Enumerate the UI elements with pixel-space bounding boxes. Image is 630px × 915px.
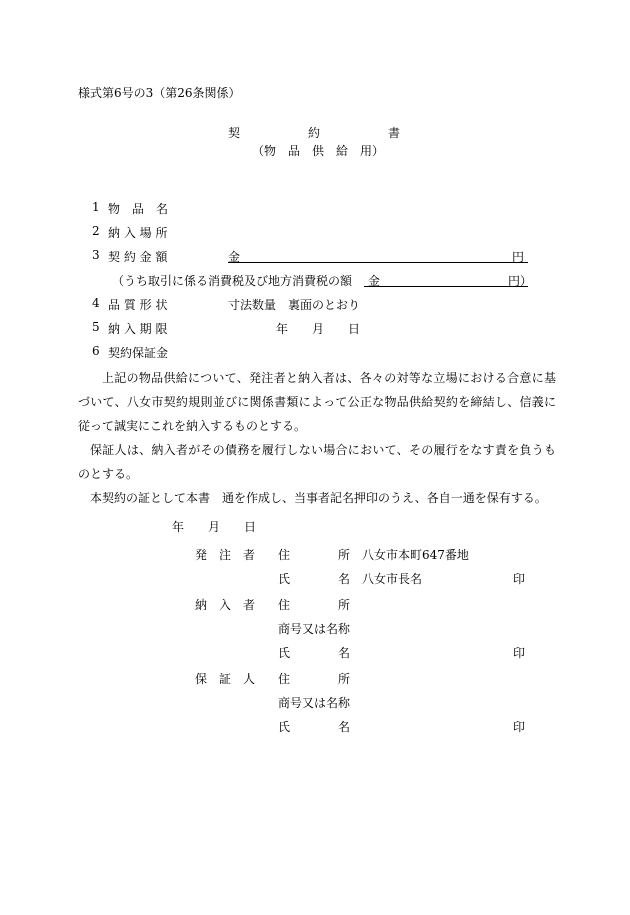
paragraph-agreement: 上記の物品供給について、発注者と納入者は、各々の対等な立場における合意に基づいて、八女市契約規則並びに関係書類によって公正な物品供給契約を締結し、信義に従って誠実にこれを納入するものとする。 [78,371,556,433]
item-label-contract-deposit: 契約保証金 [108,346,169,360]
contract-amount-suffix: 円 [512,250,525,264]
tax-amount-prefix: 金 [368,274,381,288]
title-char-2: 約 [308,126,321,140]
quality-shape-value: 寸法数量 裏面のとおり [228,298,361,312]
orderer-address-value: 八女市本町647番地 [362,548,469,562]
item-number: 1 [92,200,100,214]
supplier-company-label: 商号又は名称 [278,622,351,636]
deadline-day: 日 [348,322,361,336]
subtitle: （物 品 供 給 用） [252,144,385,158]
date-year: 年 [172,520,185,534]
guarantor-address-label: 住 所 [278,672,351,686]
item-label-delivery-place: 納 入 場 所 [108,226,168,240]
orderer-name-label: 氏 名 [278,572,351,586]
title-char-3: 書 [388,126,401,140]
item-label-contract-amount: 契 約 金 額 [108,250,168,264]
contract-amount-prefix: 金 [228,250,241,264]
form-number: 様式第6号の3（第26条関係） [78,86,241,100]
item-label-quality-shape: 品 質 形 状 [108,298,168,312]
contract-amount-field [228,248,528,263]
guarantor-role: 保 証 人 [195,672,256,686]
paragraph-copies: 本契約の証として本書 通を作成し、当事者記名押印のうえ、各自一通を保有する。 [90,491,547,505]
deadline-year: 年 [276,322,289,336]
guarantor-name-label: 氏 名 [278,720,351,734]
orderer-seal: 印 [513,572,526,586]
date-month: 月 [208,520,221,534]
deadline-month: 月 [312,322,325,336]
item-number: 4 [92,296,100,310]
orderer-role: 発 注 者 [195,548,256,562]
item-number: 2 [92,224,100,238]
supplier-seal: 印 [513,646,526,660]
date-day: 日 [244,520,257,534]
guarantor-company-label: 商号又は名称 [278,696,351,710]
item-label-goods-name: 物 品 名 [108,202,169,216]
paragraph-guarantor: 保証人は、納入者がその債務を履行しない場合において、その履行をなす責を負うものとする。 [78,443,556,481]
supplier-name-label: 氏 名 [278,646,351,660]
tax-amount-label: （うち取引に係る消費税及び地方消費税の額 [112,274,353,288]
title-char-1: 契 [228,126,241,140]
item-number: 6 [92,344,100,358]
orderer-address-label: 住 所 [278,548,351,562]
supplier-role: 納 入 者 [195,598,256,612]
item-number: 3 [92,248,100,262]
tax-amount-suffix: 円） [508,274,533,288]
supplier-address-label: 住 所 [278,598,351,612]
item-number: 5 [92,320,100,334]
tax-amount-field [364,272,528,287]
guarantor-seal: 印 [513,720,526,734]
item-label-delivery-deadline: 納 入 期 限 [108,322,168,336]
orderer-name-value: 八女市長名 [362,572,423,586]
